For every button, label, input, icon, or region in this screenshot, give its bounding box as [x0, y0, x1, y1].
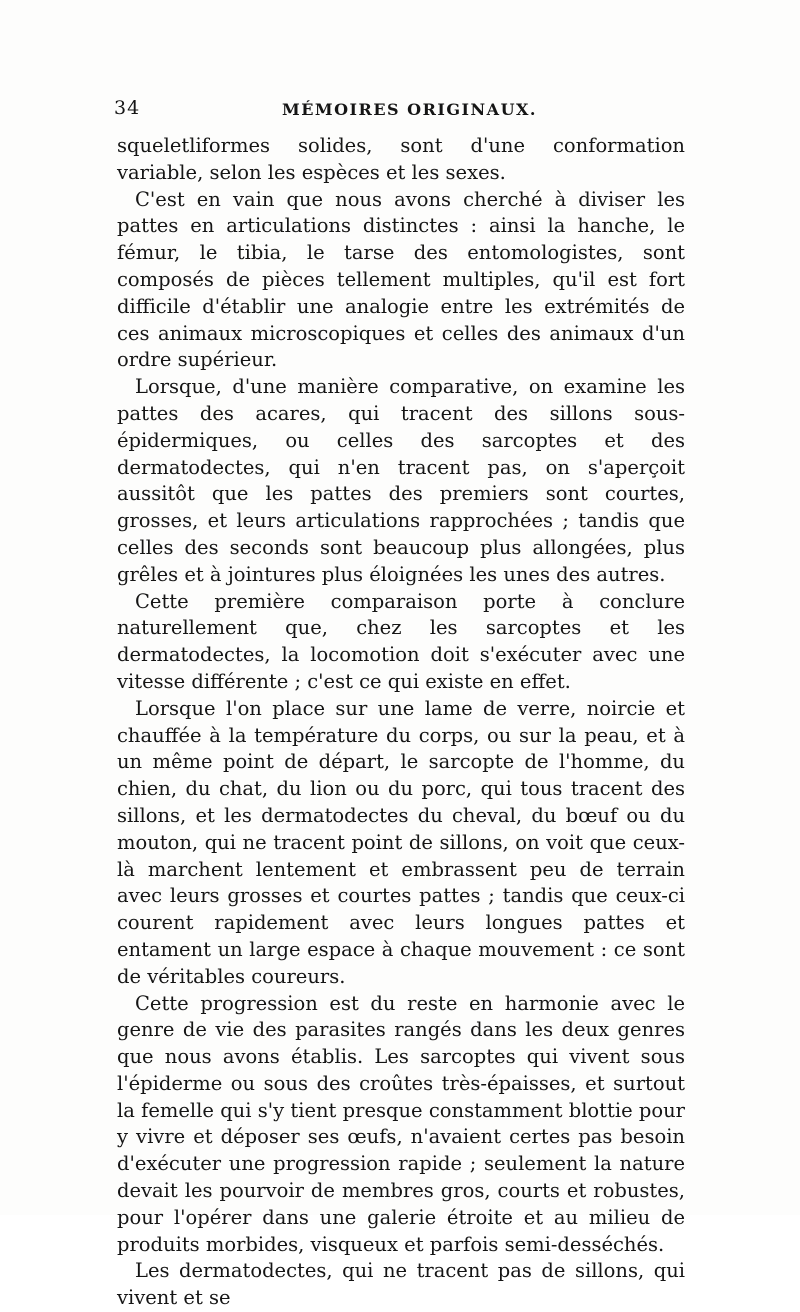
paragraph: Les dermatodectes, qui ne tracent pas de sillons, qui vivent et se — [117, 1259, 685, 1310]
paragraph: Cette première comparaison porte à conclure naturellement que, chez les sarcoptes et les dermatodectes, la locomotion doit s'exécuter avec une vitesse différente ; c'est ce qui existe en effet. — [117, 589, 685, 693]
paragraph: squeletliformes solides, sont d'une conformation variable, selon les espèces et les sexes. — [117, 134, 685, 184]
paragraph: Cette progression est du reste en harmonie avec le genre de vie des parasites rangés dans les deux genres que nous avons établis. Les sarcoptes qui vivent sous l'épiderme ou sous des croûtes très-épaisses, et surtout la femelle qui s'y tient presque constamment blottie pour y vivre et déposer ses œufs, n'avaient certes pas besoin d'exécuter une progression rapide ; seulement la nature devait les pourvoir de membres gros, courts et robustes, pour l'opérer dans une galerie étroite et au milieu de produits morbides, visqueux et parfois semi-desséchés. — [117, 991, 685, 1256]
running-title: MÉMOIRES ORIGINAUX. — [282, 100, 537, 119]
paragraph: C'est en vain que nous avons cherché à diviser les pattes en articulations distinctes : ainsi la hanche, le fémur, le tibia, le tarse des entomologistes, sont composés de pièces tellement multiples, qu'il est fort difficile d'établir une analogie entre les extrémités de ces animaux microscopiques et celles des animaux d'un ordre supérieur. — [117, 187, 685, 372]
body-text — [117, 133, 685, 1312]
paragraph: Lorsque, d'une manière comparative, on examine les pattes des acares, qui tracent des sillons sous-épidermiques, ou celles des sarcoptes et des dermatodectes, qui n'en tracent pas, on s'aperçoit aussitôt que les pattes des premiers sont courtes, grosses, et leurs articulations rapprochées ; tandis que celles des seconds sont beaucoup plus allongées, plus grêles et à jointures plus éloignées les unes des autres. — [117, 375, 685, 586]
running-head — [114, 97, 682, 125]
page-number: 34 — [114, 97, 141, 119]
paragraph: Lorsque l'on place sur une lame de verre, noircie et chauffée à la température du corps, ou sur la peau, et à un même point de départ, le sarcopte de l'homme, du chien, du chat, du lion ou du porc, qui tous tracent des sillons, et les dermatodectes du cheval, du bœuf ou du mouton, qui ne tracent point de sillons, on voit que ceux-là marchent lentement et embrassent peu de terrain avec leurs grosses et courtes pattes ; tandis que ceux-ci courent rapidement avec leurs longues pattes et entament un large espace à chaque mouvement : ce sont de véritables coureurs. — [117, 696, 685, 988]
